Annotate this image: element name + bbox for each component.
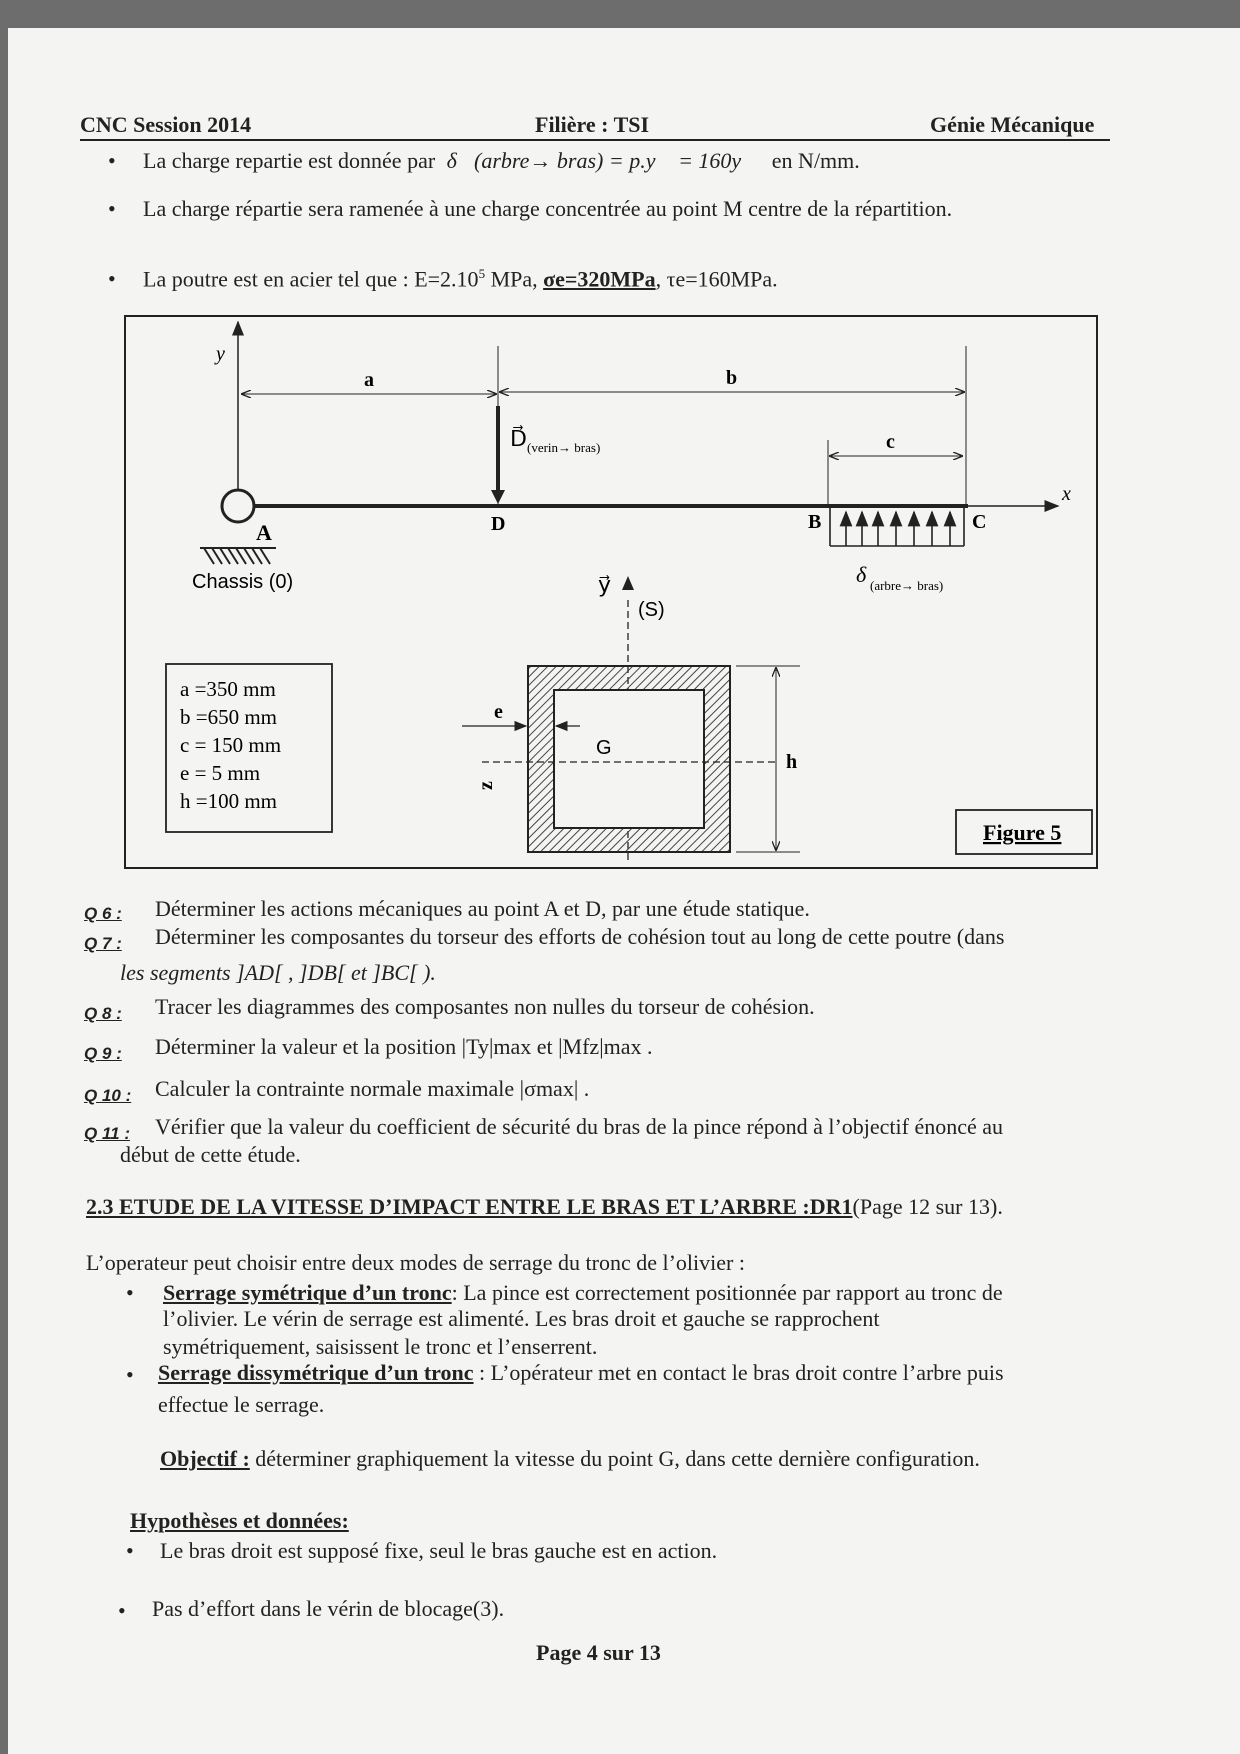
bullet-dot: • (108, 196, 116, 221)
charge-unit: en N/mm. (771, 148, 860, 173)
bullet-dot: • (126, 1280, 134, 1305)
sigma-e-value: σe=320MPa (543, 266, 656, 292)
mode1-line3: symétriquement, saisissent le tronc et l’enserrent. (163, 1334, 598, 1359)
bullet-text: La charge repartie est donnée par (143, 148, 436, 173)
mode1-line2: l’olivier. Le vérin de serrage est alimenté. Les bras droit et gauche se rapprochent (163, 1306, 880, 1331)
objectif-text: déterminer graphiquement la vitesse du point G, dans cette dernière configuration. (249, 1446, 980, 1471)
bullet-dot: • (126, 1538, 134, 1563)
force-D-sub: (verin→ bras) (527, 440, 601, 455)
tube-inner (554, 690, 704, 828)
section-23-title: 2.3 ETUDE DE LA VITESSE D’IMPACT ENTRE LE BRAS ET L’ARBRE :DR1 (86, 1194, 853, 1219)
value-c: c = 150 mm (180, 733, 282, 757)
header-filiere: Filière : TSI (535, 112, 650, 137)
dim-h-label: h (786, 751, 798, 773)
value-a: a =350 mm (180, 677, 276, 701)
dim-b-label: b (726, 367, 738, 389)
bullet-charge-concentree: La charge répartie sera ramenée à une charge concentrée au point M centre de la répartition. (143, 196, 953, 221)
q7-text: Déterminer les composantes du torseur des efforts de cohésion tout au long de cette poutre (dans (155, 924, 1005, 949)
point-A-label: A (256, 520, 272, 545)
mode2-line2: effectue le serrage. (158, 1392, 325, 1417)
q7-label: Q 7 : (84, 934, 122, 953)
section-z-label: z⃗ (475, 765, 497, 790)
value-e: e = 5 mm (180, 761, 261, 785)
mode1-text: : La pince est correctement positionnée par rapport au tronc de (451, 1280, 1003, 1305)
tau-e-value: , τe=160MPa. (655, 266, 778, 292)
x-axis-label: x⃗ (1062, 483, 1087, 505)
distributed-load-icon (830, 508, 964, 546)
mode1-line1 (163, 1280, 1003, 1306)
bullet-dot: • (126, 1362, 134, 1387)
objectif-label: Objectif : (160, 1446, 250, 1471)
q11-text-cont: début de cette étude. (120, 1142, 301, 1167)
section-G-label: G (596, 737, 612, 759)
y-axis-label: y⃗ (216, 343, 241, 365)
dim-c-label: c (886, 431, 895, 453)
page-number: Page 4 sur 13 (536, 1640, 661, 1665)
bullet-dot: • (118, 1598, 126, 1623)
point-B-label: B (808, 511, 822, 533)
charge-formula: δ⃗(arbre→ bras) = p.y⃗ = 160y⃗ (446, 148, 759, 173)
q9-label: Q 9 : (84, 1044, 122, 1063)
bullet-dot: • (108, 148, 116, 173)
q8-text: Tracer les diagrammes des composantes non nulles du torseur de cohésion. (155, 994, 815, 1019)
hyp-title: Hypothèses et données: (130, 1508, 349, 1533)
bullet-dot: • (108, 266, 116, 291)
figure-caption: Figure 5 (983, 820, 1062, 845)
section-S-label: (S) (638, 599, 665, 621)
hyp-1: Le bras droit est supposé fixe, seul le bras gauche est en action. (160, 1538, 718, 1563)
mode2-line1 (158, 1360, 1004, 1386)
acier-text-mid: MPa, (485, 266, 544, 292)
q10-label: Q 10 : (84, 1086, 132, 1105)
delta-sub: (arbre→ bras) (870, 578, 944, 593)
mode2-text: : L’opérateur met en contact le bras droit contre l’arbre puis (473, 1360, 1004, 1385)
q9-text: Déterminer la valeur et la position |Ty|max et |Mfz|max . (155, 1034, 653, 1059)
hyp-title-wrap (130, 1508, 349, 1534)
q10-text: Calculer la contrainte normale maximale |σmax| . (155, 1076, 590, 1101)
delta-label: δ⃗ (856, 562, 884, 587)
objectif-line (160, 1446, 980, 1472)
acier-text: La poutre est en acier tel que : E=2.10 (143, 266, 479, 292)
q8-label: Q 8 : (84, 1004, 122, 1023)
hyp-2: Pas d’effort dans le vérin de blocage(3). (152, 1596, 505, 1621)
section-23-intro: L’operateur peut choisir entre deux modes de serrage du tronc de l’olivier : (86, 1250, 745, 1275)
section-23-title-wrap (86, 1194, 1003, 1220)
point-C-label: C (972, 511, 987, 533)
chassis-label: Chassis (0) (192, 571, 294, 593)
header-subject: Génie Mécanique (930, 112, 1095, 137)
acier-exponent: 5 (478, 266, 486, 281)
ground-hatch-icon (200, 548, 276, 564)
q7-text-cont: les segments ]AD[ , ]DB[ et ]BC[ ). (120, 960, 436, 985)
value-h: h =100 mm (180, 789, 278, 813)
point-D-label: D (491, 513, 506, 535)
value-b: b =650 mm (180, 705, 278, 729)
q11-text: Vérifier que la valeur du coefficient de sécurité du bras de la pince répond à l’objectif énoncé au (155, 1114, 1004, 1139)
mode1-title: Serrage symétrique d’un tronc (163, 1280, 452, 1305)
pivot-A-icon (222, 490, 254, 522)
dim-a-label: a (364, 369, 374, 391)
section-23-ref: (Page 12 sur 13). (852, 1194, 1003, 1219)
mode2-title: Serrage dissymétrique d’un tronc (158, 1360, 474, 1385)
header-session: CNC Session 2014 (80, 112, 252, 137)
q6-text: Déterminer les actions mécaniques au point A et D, par une étude statique. (155, 896, 810, 921)
q6-label: Q 6 : (84, 904, 122, 923)
dim-e-label: e (494, 701, 503, 723)
force-D-label: D⃗ (510, 426, 527, 451)
q11-label: Q 11 : (84, 1124, 130, 1143)
section-y-label: y⃗ (598, 572, 612, 597)
